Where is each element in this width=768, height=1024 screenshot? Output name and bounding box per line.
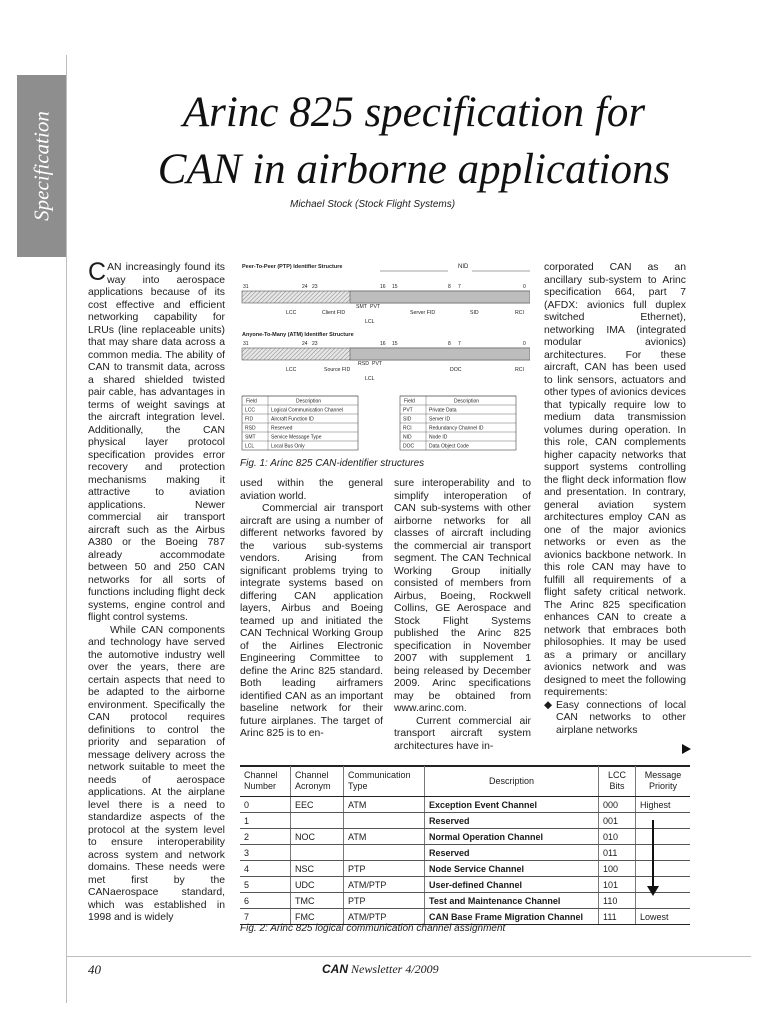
publication-name	[322, 962, 439, 977]
table-cell: NOC	[291, 829, 344, 845]
paragraph: Current commercial air transport aircraft system architectures have in-	[394, 715, 531, 752]
bit-label: 23	[312, 341, 318, 347]
column-header: Description	[425, 766, 599, 797]
table-cell: 0	[240, 797, 291, 813]
field-label: RCI	[515, 367, 524, 373]
legend-header: Description	[296, 398, 322, 405]
table-cell: 2	[240, 829, 291, 845]
table-cell: 6	[240, 893, 291, 909]
column-header: LCC Bits	[599, 766, 636, 797]
legend-description: Server ID	[429, 416, 451, 423]
table-cell	[636, 861, 691, 877]
table-cell: TMC	[291, 893, 344, 909]
table-cell: 7	[240, 909, 291, 925]
bit-label: 8	[448, 341, 451, 347]
field-label: PVT	[372, 361, 383, 367]
table-cell: Exception Event Channel	[425, 797, 599, 813]
channel-assignment-table	[240, 766, 690, 925]
table-row	[240, 829, 690, 845]
legend-field: SID	[403, 416, 412, 423]
text-column-1	[88, 258, 225, 925]
field-label: LCL	[365, 319, 375, 325]
table-cell: 100	[599, 861, 636, 877]
paragraph: Commercial air transport aircraft are using a number of different networks favored by the various sub-systems vendors. Arising from significant problems trying to integrate systems based on differing CAN application layers, Airbus and Boeing teamed up and initiated the CAN Technical Working Group of the Airlines Electronic Engineering Committee to define the Arinc 825 standard. Both leading airframers identified CAN as an important baseline network for their future airplanes. The target of Arinc 825 is to en-	[240, 503, 383, 739]
title-line-1: Arinc 825 specification for	[182, 89, 646, 136]
bit-label: 0	[523, 341, 526, 347]
table-cell: Test and Maintenance Channel	[425, 893, 599, 909]
table-cell: 110	[599, 893, 636, 909]
table-row	[240, 797, 690, 813]
legend-field: FID	[245, 416, 254, 423]
field-label: SID	[470, 310, 479, 316]
margin-rule	[66, 55, 67, 1003]
table-cell: 111	[599, 909, 636, 925]
newsletter-issue: Newsletter 4/2009	[351, 962, 439, 976]
table-cell: FMC	[291, 909, 344, 925]
figure-identifier-structures	[240, 256, 530, 456]
table-cell: ATM	[344, 829, 425, 845]
section-tab-label: Specification	[29, 111, 53, 221]
paragraph-intro-text: AN increasingly found its way into aerospace applications because of its cost effective and efficient networking capability for LRUs (line replaceable units) that may share data across a common media. The ability of CAN to transmit data, across a shared shielded twisted pair cable, has advantages in terms of weight savings at the aircraft integration level. Additionally, the CAN physical layer protocol specification provides error recovery and protection mechanisms making it attractive to aviation applications. Newer commercial air transport aircraft such as the Airbus A380 or the Boeing 787 already accommodate between 50 and 250 CAN networks for all sorts of functions including flight deck systems, engine control and flight control systems.	[88, 262, 225, 623]
field-label: PVT	[370, 304, 381, 310]
table-cell: Highest	[636, 797, 691, 813]
table-row	[240, 813, 690, 829]
column-header: Channel Number	[240, 766, 291, 797]
ptp-bit-field-shaded	[350, 291, 530, 303]
ptp-title: Peer-To-Peer (PTP) Identifier Structure	[242, 264, 343, 270]
table-cell	[636, 845, 691, 861]
legend-header: Description	[454, 398, 480, 405]
paragraph: corporated CAN as an ancillary sub-system to Arinc specification 664, part 7 (AFDX: avionics full duplex switched Ethernet), networking IMA (integrated modular avionics) architectures. For these aircraft, CAN has been used to link sensors, actuators and other types of avionics devices that typically require low to medium data transmission volumes during operation. In this role, CAN complements higher capacity networks that support systems controlling the flight deck information flow and presentation. In contrary, general aviation system architectures employ CAN as one of the major avionics networks or even as the avionics backbone network. In this role CAN may have to fulfill all requirements of a flight safety critical network. The Arinc 825 specification enhances CAN to create a network that embraces both philosophies. It may be used as a primary or ancillary avionics network and was designed to meet the following requirements:	[544, 262, 686, 698]
article-title	[84, 84, 744, 198]
legend-field: RCI	[403, 425, 412, 432]
atm-bit-field-shaded	[350, 348, 530, 360]
table-cell: Reserved	[425, 845, 599, 861]
bullet-icon: ◆	[544, 699, 552, 711]
table-cell: EEC	[291, 797, 344, 813]
text-column-2	[240, 478, 383, 741]
table-cell	[291, 845, 344, 861]
legend-description: Reserved	[271, 425, 293, 432]
table-cell	[636, 829, 691, 845]
field-label: Source FID	[324, 367, 351, 373]
table-row	[240, 877, 690, 893]
legend-description: Local Bus Only	[271, 443, 305, 450]
nid-label: NID	[458, 264, 469, 270]
table-row	[240, 893, 690, 909]
paragraph-intro	[88, 258, 225, 625]
footer-rule	[67, 956, 751, 957]
table-cell	[344, 845, 425, 861]
priority-arrow-down-icon	[647, 886, 659, 896]
table-cell: 4	[240, 861, 291, 877]
byline: Michael Stock (Stock Flight Systems)	[290, 199, 456, 210]
bit-label: 16	[380, 341, 386, 347]
bit-label: 8	[448, 284, 451, 290]
legend-description: Private Data	[429, 407, 457, 414]
legend-header: Field	[246, 398, 257, 405]
legend-description: Redundancy Channel ID	[429, 425, 484, 432]
bit-label: 16	[380, 284, 386, 290]
legend-description: Aircraft Function ID	[271, 416, 314, 423]
continue-arrow-icon	[682, 744, 691, 754]
bit-label: 24	[302, 341, 308, 347]
table-cell: CAN Base Frame Migration Channel	[425, 909, 599, 925]
bit-label: 23	[312, 284, 318, 290]
table-cell: 010	[599, 829, 636, 845]
field-label: Client FID	[322, 310, 346, 316]
field-label: SMT	[356, 304, 367, 310]
table-cell: User-defined Channel	[425, 877, 599, 893]
table-header-row	[240, 766, 690, 797]
table-cell: PTP	[344, 861, 425, 877]
table-cell	[636, 877, 691, 893]
legend-header: Field	[404, 398, 415, 405]
paragraph: While CAN components and technology have served the automotive industry well over the years, there are certain aspects that need to be adapted to the airborne environment. Specifically the CAN protocol requires definitions to control the priority and separation of message delivery across the network suitable to meet the needs of aerospace applications. At the airplane level there is a need to standardize aspects of the protocol at the system level to ensure interoperability across system and network domains. These needs were met first by the CANaerospace standard, which was established in 1998 and is widely	[88, 624, 225, 923]
field-label: LCL	[365, 376, 375, 382]
priority-arrow	[652, 820, 654, 888]
column-header: Communication Type	[344, 766, 425, 797]
legend-field: SMT	[245, 434, 256, 441]
legend-description: Logical Communication Channel	[271, 407, 343, 414]
table-cell: Node Service Channel	[425, 861, 599, 877]
table-cell: 5	[240, 877, 291, 893]
table-cell: Normal Operation Channel	[425, 829, 599, 845]
bit-label: 24	[302, 284, 308, 290]
text-column-4	[544, 262, 686, 737]
section-tab	[17, 75, 66, 257]
paragraph: sure interoperability and to simplify interoperation of CAN sub-systems with other airborne networks for all classes of aircraft including the commercial air transport segment. The CAN Technical Working Group initially consisted of members from Airbus, Boeing, Rockwell Collins, GE Aerospace and Stock Flight Systems published the Arinc 825 specification in November 2007 with supplement 1 being released by December 2009. Arinc specifications may be obtained from www.arinc.com.	[394, 478, 531, 714]
list-item	[544, 700, 686, 738]
column-header: Channel Acronym	[291, 766, 344, 797]
atm-title: Anyone-To-Many (ATM) Identifier Structure	[242, 332, 354, 338]
table-cell: ATM	[344, 797, 425, 813]
table-row	[240, 845, 690, 861]
table-cell: UDC	[291, 877, 344, 893]
bit-label: 7	[458, 284, 461, 290]
can-logo: CAN	[322, 962, 348, 976]
legend-field: LCC	[245, 407, 256, 414]
table-cell	[344, 813, 425, 829]
legend-field: DOC	[403, 443, 415, 450]
legend-description: Node ID	[429, 434, 448, 441]
legend-field: NID	[403, 434, 412, 441]
list-item-text: Easy connections of local CAN networks to other airplane networks	[556, 699, 686, 736]
field-label: RCI	[515, 310, 524, 316]
field-label: DOC	[450, 367, 462, 373]
bit-label: 0	[523, 284, 526, 290]
legend-description: Data Object Code	[429, 443, 469, 450]
column-header: Message Priority	[636, 766, 691, 797]
figure-2-caption: Fig. 2: Arinc 825 logical communication channel assignment	[240, 923, 506, 934]
table-cell: NSC	[291, 861, 344, 877]
table-cell: 3	[240, 845, 291, 861]
bit-label: 15	[392, 341, 398, 347]
table-cell	[636, 813, 691, 829]
field-label: RSD	[358, 361, 369, 367]
field-label: LCC	[286, 367, 297, 373]
paragraph: used within the general aviation world.	[240, 478, 383, 502]
table-row	[240, 861, 690, 877]
field-label: Server FID	[410, 310, 436, 316]
table-cell	[291, 813, 344, 829]
title-line-2: CAN in airborne applications	[157, 146, 671, 193]
dropcap: C	[88, 258, 107, 286]
legend-field: PVT	[403, 407, 413, 414]
table-cell: ATM/PTP	[344, 909, 425, 925]
bit-label: 15	[392, 284, 398, 290]
table-cell: Reserved	[425, 813, 599, 829]
table-cell: 001	[599, 813, 636, 829]
table-cell: Lowest	[636, 909, 691, 925]
bit-label: 7	[458, 341, 461, 347]
figure-1-caption: Fig. 1: Arinc 825 CAN-identifier structures	[240, 458, 425, 469]
table-cell: 011	[599, 845, 636, 861]
legend-description: Service Message Type	[271, 434, 322, 441]
page-number: 40	[88, 962, 101, 977]
legend-field: RSD	[245, 425, 256, 432]
bit-label: 31	[243, 284, 249, 290]
bit-label: 31	[243, 341, 249, 347]
table-cell: 000	[599, 797, 636, 813]
text-column-3	[394, 478, 531, 753]
table-cell: ATM/PTP	[344, 877, 425, 893]
table-cell	[636, 893, 691, 909]
table-cell: 101	[599, 877, 636, 893]
legend-field: LCL	[245, 443, 255, 450]
table-cell: PTP	[344, 893, 425, 909]
table-cell: 1	[240, 813, 291, 829]
field-label: LCC	[286, 310, 297, 316]
